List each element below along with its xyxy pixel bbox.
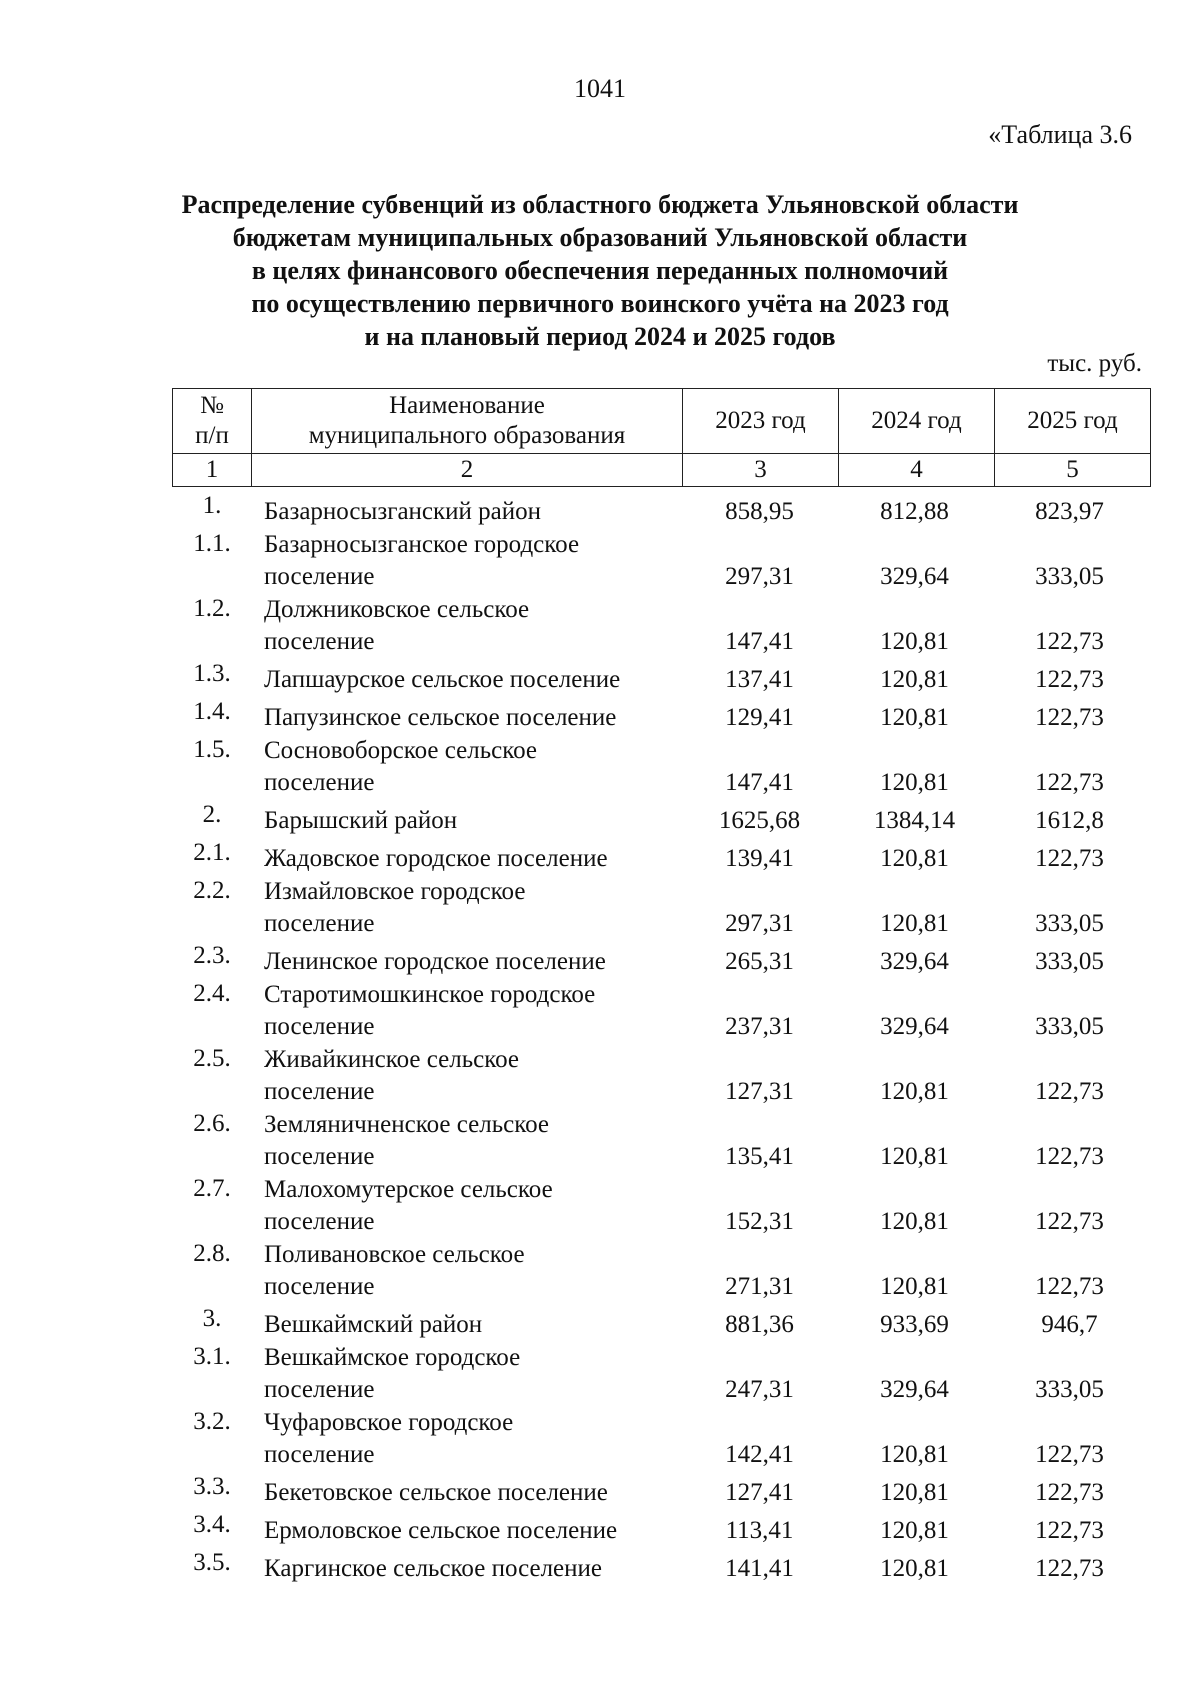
value-2024: 933,69 [880,1311,949,1338]
header-num-line1: № [200,392,224,419]
value-2023: 129,41 [725,704,794,731]
table-row [172,696,1152,734]
title-line: бюджетам муниципальных образований Ульяновской области [232,223,968,252]
title-line: и на плановый период 2024 и 2025 годов [364,322,836,351]
value-2023: 127,41 [725,1479,794,1506]
table-row [172,1509,1152,1547]
value-2023: 265,31 [725,948,794,975]
municipality-name-line2: поселение [264,1376,375,1403]
municipality-name-line2: поселение [264,1078,375,1105]
table-row [172,875,1152,940]
municipality-name-line1: Сосновоборское сельское [264,737,537,764]
value-2023: 135,41 [725,1143,794,1170]
column-number: 1 [173,454,252,487]
value-2024: 812,88 [880,498,949,525]
municipality-name [252,1342,682,1406]
value-2025: 333,05 [1035,1013,1104,1040]
municipality-name-line1: Должниковское сельское [264,596,530,623]
table-row [172,658,1152,696]
row-number: 1.3. [193,660,231,687]
value-2024: 329,64 [880,1376,949,1403]
row-number: 2.3. [193,942,231,969]
municipality-name [252,979,682,1043]
municipality-name [252,1109,682,1173]
municipality-name-line1: Жадовское городское поселение [264,845,608,872]
table-header [172,388,1151,487]
value-2025: 122,73 [1035,1273,1104,1300]
value-2024: 1384,14 [873,807,956,834]
title-line: по осуществлению первичного воинского учёта на 2023 год [251,289,949,318]
municipality-name [252,735,682,799]
header-name-line2: муниципального образования [308,422,626,449]
table-row [172,799,1152,837]
value-2024: 329,64 [880,563,949,590]
municipality-name-line1: Вешкаймский район [264,1311,483,1338]
value-2024: 120,81 [880,1078,949,1105]
municipality-name [252,946,682,978]
municipality-name-line1: Папузинское сельское поселение [264,704,617,731]
table-row [172,940,1152,978]
table-row [172,593,1152,658]
value-2025: 946,7 [1041,1311,1098,1338]
value-2023: 113,41 [725,1517,794,1544]
row-number: 1.2. [193,595,231,622]
value-2024: 120,81 [880,1143,949,1170]
municipality-name-line1: Земляничненское сельское [264,1111,549,1138]
value-2025: 823,97 [1035,498,1104,525]
value-2024: 120,81 [880,1555,949,1582]
value-2025: 122,73 [1035,666,1104,693]
value-2023: 152,31 [725,1208,794,1235]
value-2025: 333,05 [1035,910,1104,937]
row-number: 3.2. [193,1408,231,1435]
municipality-name-line1: Живайкинское сельское [264,1046,520,1073]
municipality-name-line1: Ермоловское сельское поселение [264,1517,618,1544]
row-number: 3.1. [193,1343,231,1370]
municipality-name-line1: Чуфаровское городское [264,1409,514,1436]
value-2023: 237,31 [725,1013,794,1040]
value-2023: 1625,68 [718,807,801,834]
document-title [150,188,1050,353]
row-number: 2.4. [193,980,231,1007]
column-number: 3 [683,454,839,487]
municipality-name-line1: Каргинское сельское поселение [264,1555,603,1582]
table-reference: «Таблица 3.6 [988,120,1132,149]
value-2025: 122,73 [1035,1441,1104,1468]
table-row [172,1238,1152,1303]
row-number: 2.5. [193,1045,231,1072]
row-number: 1.5. [193,736,231,763]
title-line: в целях финансового обеспечения переданных полномочий [251,256,949,285]
column-number: 2 [252,454,683,487]
municipality-name-line2: поселение [264,1013,375,1040]
value-2023: 858,95 [725,498,794,525]
municipality-name-line1: Измайловское городское [264,878,526,905]
table-row [172,978,1152,1043]
value-2023: 271,31 [725,1273,794,1300]
municipality-name-line1: Лапшаурское сельское поселение [264,666,621,693]
municipality-name-line1: Базарносызганское городское [264,531,580,558]
value-2025: 122,73 [1035,704,1104,731]
municipality-name [252,496,682,528]
table-row [172,528,1152,593]
municipality-name [252,805,682,837]
municipality-name-line1: Базарносызганский район [264,498,542,525]
value-2023: 297,31 [725,563,794,590]
municipality-name [252,664,682,696]
row-number: 3.3. [193,1473,231,1500]
row-number: 2.8. [193,1240,231,1267]
value-2025: 122,73 [1035,628,1104,655]
value-2024: 120,81 [880,1441,949,1468]
row-number: 3. [202,1305,222,1332]
municipality-name [252,1309,682,1341]
value-2024: 120,81 [880,1273,949,1300]
value-2023: 297,31 [725,910,794,937]
municipality-name [252,1044,682,1108]
table-row [172,490,1152,528]
table-row [172,1303,1152,1341]
municipality-name-line2: поселение [264,628,375,655]
page-number: 1041 [574,74,626,103]
header-num [173,389,252,454]
column-number: 5 [995,454,1151,487]
municipality-name-line1: Поливановское сельское [264,1241,525,1268]
column-number-row [173,454,1151,487]
value-2024: 120,81 [880,910,949,937]
value-2025: 122,73 [1035,1517,1104,1544]
value-2025: 122,73 [1035,769,1104,796]
value-2023: 142,41 [725,1441,794,1468]
municipality-name [252,529,682,593]
municipality-name-line1: Барышский район [264,807,458,834]
municipality-name [252,1477,682,1509]
row-number: 1.4. [193,698,231,725]
table-row [172,1108,1152,1173]
row-number: 2.1. [193,839,231,866]
table-row [172,1341,1152,1406]
units-label: тыс. руб. [1047,350,1142,377]
municipality-name-line1: Вешкаймское городское [264,1344,521,1371]
table-row [172,1547,1152,1585]
municipality-name [252,1515,682,1547]
value-2025: 122,73 [1035,845,1104,872]
value-2025: 122,73 [1035,1479,1104,1506]
table-row [172,1043,1152,1108]
value-2024: 329,64 [880,1013,949,1040]
municipality-name-line2: поселение [264,769,375,796]
value-2024: 120,81 [880,845,949,872]
value-2025: 333,05 [1035,1376,1104,1403]
value-2023: 147,41 [725,769,794,796]
municipality-name [252,843,682,875]
municipality-name [252,1239,682,1303]
municipality-name [252,1407,682,1471]
table-row [172,1173,1152,1238]
row-number: 3.5. [193,1549,231,1576]
value-2023: 127,31 [725,1078,794,1105]
municipality-name-line2: поселение [264,1441,375,1468]
municipality-name-line1: Малохомутерское сельское [264,1176,553,1203]
value-2025: 333,05 [1035,563,1104,590]
value-2024: 120,81 [880,628,949,655]
value-2023: 147,41 [725,628,794,655]
municipality-name-line1: Старотимошкинское городское [264,981,596,1008]
municipality-name-line1: Ленинское городское поселение [264,948,606,975]
row-number: 1. [202,492,222,519]
header-name [252,389,683,454]
value-2025: 1612,8 [1035,807,1104,834]
municipality-name-line2: поселение [264,1143,375,1170]
row-number: 2.2. [193,877,231,904]
value-2023: 139,41 [725,845,794,872]
municipality-name-line2: поселение [264,1208,375,1235]
value-2025: 122,73 [1035,1555,1104,1582]
table-row [172,837,1152,875]
value-2023: 247,31 [725,1376,794,1403]
value-2024: 120,81 [880,704,949,731]
municipality-name-line2: поселение [264,910,375,937]
value-2025: 122,73 [1035,1208,1104,1235]
municipality-name-line1: Бекетовское сельское поселение [264,1479,608,1506]
value-2024: 120,81 [880,769,949,796]
table-row [172,1406,1152,1471]
table-row [172,1471,1152,1509]
value-2024: 120,81 [880,1479,949,1506]
municipality-name [252,702,682,734]
municipality-name [252,876,682,940]
municipality-name [252,1553,682,1585]
row-number: 2.7. [193,1175,231,1202]
value-2025: 122,73 [1035,1078,1104,1105]
value-2024: 120,81 [880,1208,949,1235]
table-row [172,734,1152,799]
value-2023: 141,41 [725,1555,794,1582]
value-2023: 881,36 [725,1311,794,1338]
value-2025: 122,73 [1035,1143,1104,1170]
municipality-name [252,594,682,658]
row-number: 1.1. [193,530,231,557]
header-num-line2: п/п [195,422,229,449]
row-number: 2.6. [193,1110,231,1137]
header-2024: 2024 год [839,389,995,454]
value-2024: 120,81 [880,1517,949,1544]
row-number: 3.4. [193,1511,231,1538]
row-number: 2. [202,801,222,828]
value-2024: 329,64 [880,948,949,975]
title-line: Распределение субвенций из областного бюджета Ульяновской области [181,190,1019,219]
value-2025: 333,05 [1035,948,1104,975]
header-2023: 2023 год [683,389,839,454]
header-2025: 2025 год [995,389,1151,454]
column-number: 4 [839,454,995,487]
municipality-name [252,1174,682,1238]
header-row [173,389,1151,454]
table-body [172,490,1152,1585]
municipality-name-line2: поселение [264,1273,375,1300]
municipality-name-line2: поселение [264,563,375,590]
value-2024: 120,81 [880,666,949,693]
value-2023: 137,41 [725,666,794,693]
header-name-line1: Наименование [389,392,545,419]
